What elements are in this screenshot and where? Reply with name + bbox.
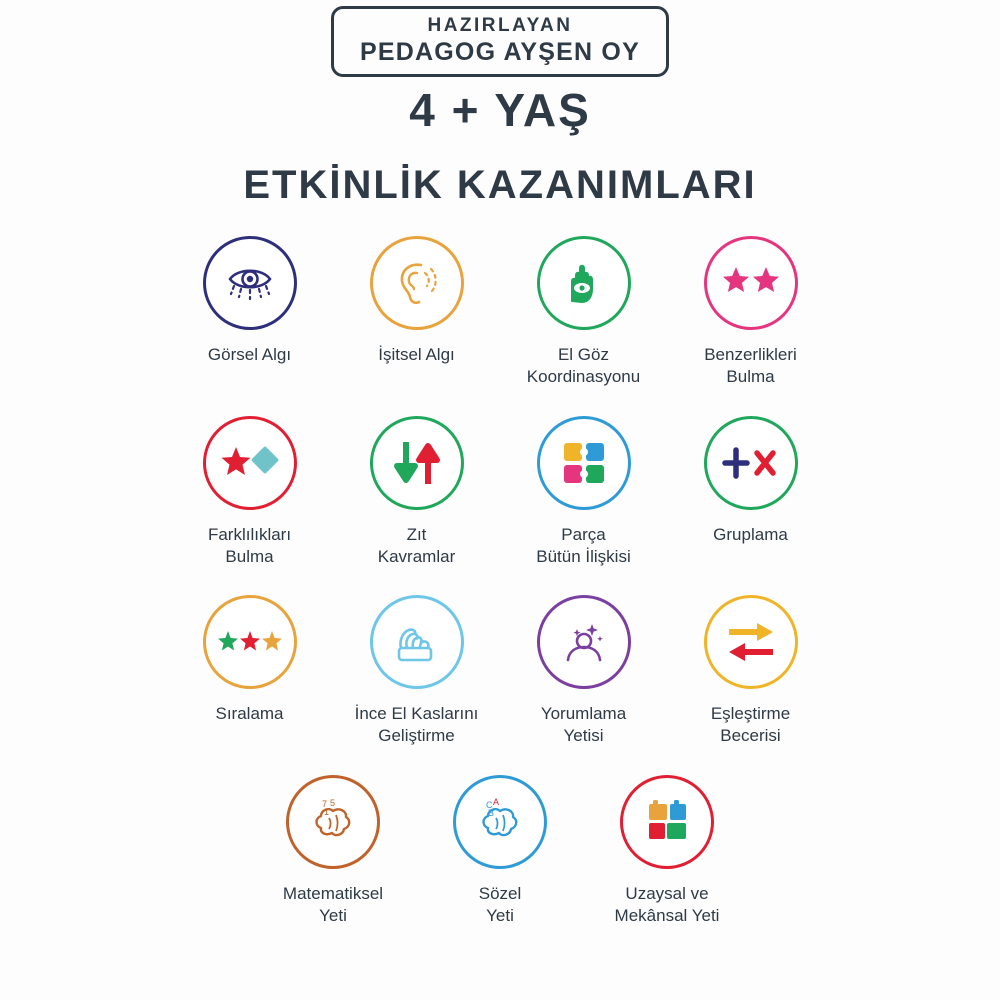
three-stars-icon bbox=[217, 629, 283, 655]
poster-header bbox=[0, 0, 1000, 208]
skill-label: Matematiksel Yeti bbox=[282, 883, 384, 925]
skill-item-parca-butun-iliskisi bbox=[500, 416, 667, 568]
skill-label: Zıt Kavramlar bbox=[377, 524, 456, 566]
matching-arrows-icon bbox=[723, 619, 779, 665]
skill-icon-ring bbox=[370, 236, 464, 330]
skill-label: İnce El Kaslarını Geliştirme bbox=[354, 704, 479, 746]
skill-icon-ring bbox=[537, 236, 631, 330]
skill-icon-ring bbox=[370, 595, 464, 689]
skill-icon-ring bbox=[704, 416, 798, 510]
skill-item-el-goz-koordinasyonu bbox=[500, 236, 667, 388]
svg-text:5: 5 bbox=[330, 797, 336, 808]
age-label: 4 + YAŞ bbox=[409, 84, 591, 137]
skill-icon-ring bbox=[203, 416, 297, 510]
skill-icon-ring bbox=[704, 595, 798, 689]
skills-grid bbox=[0, 236, 1000, 926]
skill-item-benzerlikleri-bulma bbox=[667, 236, 834, 388]
hand-eye-icon bbox=[556, 255, 612, 311]
skill-label: Yorumlama Yetisi bbox=[540, 704, 627, 746]
svg-text:1: 1 bbox=[324, 806, 330, 817]
skill-item-gruplama bbox=[667, 416, 834, 546]
skill-item-eslestirme-becerisi bbox=[667, 595, 834, 747]
skill-item-farkliliklari-bulma bbox=[166, 416, 333, 568]
svg-text:B: B bbox=[488, 807, 495, 818]
eye-icon bbox=[222, 255, 278, 311]
skill-label: Gruplama bbox=[713, 524, 788, 544]
skills-row bbox=[130, 236, 870, 388]
skill-label: Görsel Algı bbox=[207, 345, 292, 365]
star-diamond-icon bbox=[219, 442, 281, 484]
skill-icon-ring bbox=[537, 595, 631, 689]
skill-item-matematiksel-yeti bbox=[250, 775, 417, 927]
skill-icon-ring bbox=[286, 775, 380, 869]
svg-text:C: C bbox=[486, 799, 493, 810]
skills-row bbox=[130, 416, 870, 568]
verbal-brain-icon bbox=[472, 794, 528, 850]
skill-label: Sözel Yeti bbox=[478, 883, 522, 925]
skill-icon-ring bbox=[203, 595, 297, 689]
skill-icon-ring bbox=[537, 416, 631, 510]
skill-label: Sıralama bbox=[215, 704, 284, 724]
skill-label: El Göz Koordinasyonu bbox=[526, 345, 641, 387]
skill-item-uzaysal-ve-mekansal-yeti bbox=[584, 775, 751, 927]
skill-label: Parça Bütün İlişkisi bbox=[536, 524, 631, 566]
svg-text:7: 7 bbox=[322, 798, 328, 809]
badge-author-name: PEDAGOG AYŞEN OY bbox=[360, 37, 640, 66]
skill-item-ince-el-kaslarini-gelistirme bbox=[333, 595, 500, 747]
page-title: ETKİNLİK KAZANIMLARI bbox=[243, 163, 757, 208]
skill-label: İşitsel Algı bbox=[378, 345, 455, 365]
skill-icon-ring bbox=[704, 236, 798, 330]
skill-icon-ring bbox=[203, 236, 297, 330]
two-stars-icon bbox=[720, 263, 782, 303]
skill-item-gorsel-algi bbox=[166, 236, 333, 366]
svg-text:A: A bbox=[493, 796, 500, 807]
skill-item-sozel-yeti bbox=[417, 775, 584, 927]
plus-cross-icon bbox=[722, 446, 780, 480]
skill-icon-ring bbox=[453, 775, 547, 869]
thinking-person-icon bbox=[556, 614, 612, 670]
puzzle-icon bbox=[556, 435, 612, 491]
skills-row bbox=[130, 775, 870, 927]
skill-label: Farklılıkları Bulma bbox=[207, 524, 292, 566]
up-down-arrows-icon bbox=[390, 438, 444, 488]
skill-item-zit-kavramlar bbox=[333, 416, 500, 568]
skill-item-isitsel-algi bbox=[333, 236, 500, 366]
fine-motor-hand-icon bbox=[389, 614, 445, 670]
math-brain-icon bbox=[305, 794, 361, 850]
blocks-icon bbox=[639, 796, 695, 848]
badge-prepared-by-label: HAZIRLAYAN bbox=[427, 15, 573, 36]
skill-item-siralama bbox=[166, 595, 333, 725]
skill-icon-ring bbox=[370, 416, 464, 510]
skill-item-yorumlama-yetisi bbox=[500, 595, 667, 747]
skill-label: Eşleştirme Becerisi bbox=[710, 704, 791, 746]
skills-row bbox=[130, 595, 870, 747]
skill-icon-ring bbox=[620, 775, 714, 869]
ear-icon bbox=[389, 255, 445, 311]
skill-label: Uzaysal ve Mekânsal Yeti bbox=[614, 883, 720, 925]
skill-label: Benzerlikleri Bulma bbox=[704, 345, 797, 387]
author-badge bbox=[331, 6, 669, 77]
